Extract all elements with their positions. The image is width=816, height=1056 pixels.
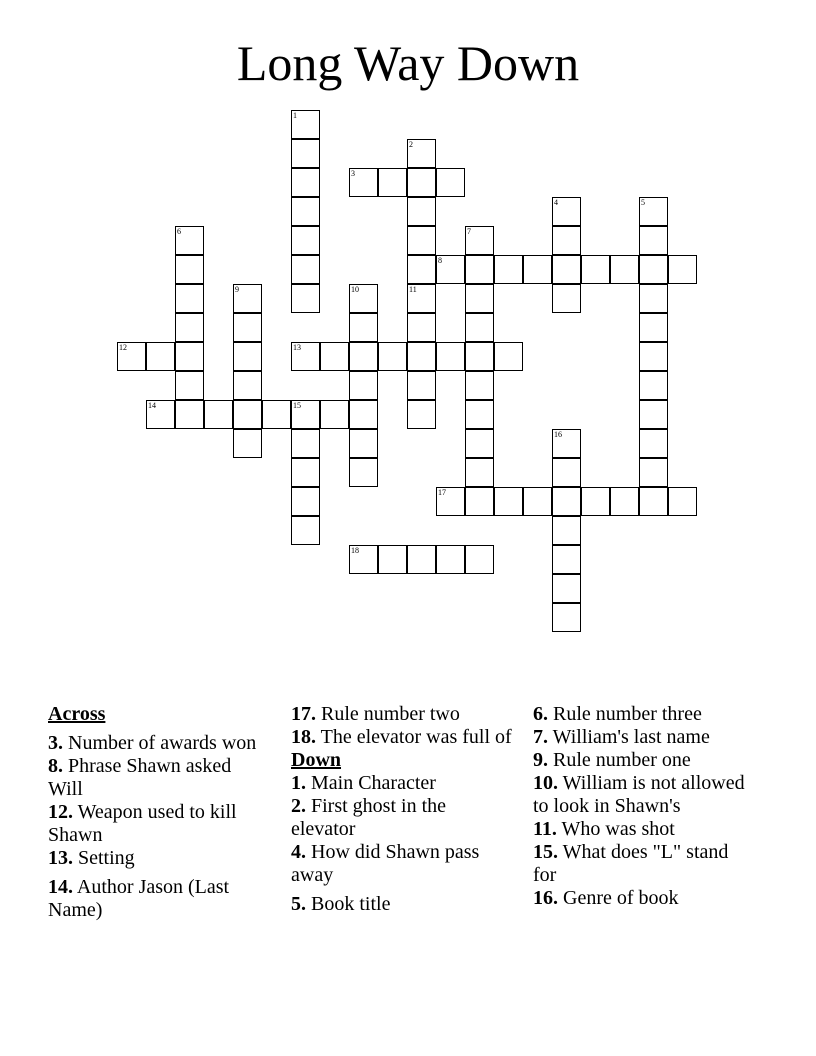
grid-cell[interactable] [291,458,320,487]
grid-cell[interactable] [291,400,320,429]
grid-cell[interactable] [291,226,320,255]
grid-cell[interactable] [639,226,668,255]
grid-cell[interactable] [610,255,639,284]
grid-cell[interactable] [117,342,146,371]
grid-cell[interactable] [291,255,320,284]
grid-cell[interactable] [668,487,697,516]
grid-cell[interactable] [349,400,378,429]
grid-cell[interactable] [407,371,436,400]
grid-cell[interactable] [552,255,581,284]
cell-number: 17 [438,488,446,497]
down-clue-6: 6. Rule number three [533,703,702,725]
grid-cell[interactable] [175,284,204,313]
grid-cell[interactable] [378,545,407,574]
grid-cell[interactable] [552,545,581,574]
grid-cell[interactable] [291,284,320,313]
cell-number: 13 [293,343,301,352]
down-clue-9: 9. Rule number one [533,749,691,771]
grid-cell[interactable] [291,429,320,458]
clue-column-2 [291,703,513,916]
grid-cell[interactable] [175,342,204,371]
grid-cell[interactable] [233,342,262,371]
cell-number: 3 [351,169,355,178]
cell-number: 18 [351,546,359,555]
across-clue-8: 8. Phrase Shawn asked Will [48,755,232,800]
grid-cell[interactable] [291,110,320,139]
grid-cell[interactable] [552,574,581,603]
grid-cell[interactable] [349,342,378,371]
grid-cell[interactable] [407,168,436,197]
grid-cell[interactable] [407,226,436,255]
grid-cell[interactable] [639,197,668,226]
grid-cell[interactable] [465,545,494,574]
grid-cell[interactable] [291,516,320,545]
grid-cell[interactable] [552,487,581,516]
across-clue-17: 17. Rule number two [291,703,460,725]
grid-cell[interactable] [552,429,581,458]
cell-number: 11 [409,285,417,294]
grid-cell[interactable] [175,313,204,342]
across-clue-18: 18. The elevator was full of [291,726,512,748]
grid-cell[interactable] [349,429,378,458]
grid-cell[interactable] [233,429,262,458]
grid-cell[interactable] [552,516,581,545]
grid-cell[interactable] [349,458,378,487]
grid-cell[interactable] [146,342,175,371]
grid-cell[interactable] [175,255,204,284]
grid-cell[interactable] [523,255,552,284]
cell-number: 4 [554,198,558,207]
grid-cell[interactable] [320,400,349,429]
grid-cell[interactable] [436,168,465,197]
grid-cell[interactable] [494,342,523,371]
grid-cell[interactable] [233,371,262,400]
grid-cell[interactable] [494,255,523,284]
grid-cell[interactable] [639,400,668,429]
grid-cell[interactable] [639,371,668,400]
grid-cell[interactable] [175,371,204,400]
grid-cell[interactable] [407,197,436,226]
down-clue-5: 5. Book title [291,893,391,915]
grid-cell[interactable] [465,458,494,487]
grid-cell[interactable] [349,545,378,574]
across-clue-12: 12. Weapon used to kill Shawn [48,801,237,846]
across-heading: Across [48,703,106,725]
grid-cell[interactable] [146,400,175,429]
grid-cell[interactable] [552,458,581,487]
grid-cell[interactable] [639,313,668,342]
grid-cell[interactable] [233,313,262,342]
cell-number: 15 [293,401,301,410]
grid-cell[interactable] [407,255,436,284]
down-clue-16: 16. Genre of book [533,887,679,909]
cell-number: 10 [351,285,359,294]
grid-cell[interactable] [349,284,378,313]
down-clue-10: 10. William is not allowed to look in Shawn's [533,772,745,817]
down-heading: Down [291,749,342,771]
grid-cell[interactable] [291,168,320,197]
grid-cell[interactable] [262,400,291,429]
down-clue-2: 2. First ghost in the elevator [291,795,447,840]
grid-cell[interactable] [407,400,436,429]
grid-cell[interactable] [639,487,668,516]
puzzle-title: Long Way Down [236,35,580,91]
grid-cell[interactable] [291,342,320,371]
across-clue-3: 3. Number of awards won [48,732,257,754]
grid-cell[interactable] [639,458,668,487]
grid-cell[interactable] [465,284,494,313]
grid-cell[interactable] [378,342,407,371]
grid-cell[interactable] [175,400,204,429]
grid-cell[interactable] [349,313,378,342]
grid-cell[interactable] [407,284,436,313]
cell-number: 16 [554,430,562,439]
grid-cell[interactable] [552,197,581,226]
grid-cell[interactable] [407,139,436,168]
grid-cell[interactable] [639,284,668,313]
grid-cell[interactable] [552,603,581,632]
grid-cell[interactable] [407,313,436,342]
down-clue-15: 15. What does "L" stand for [533,841,729,886]
grid-cell[interactable] [465,313,494,342]
grid-cell[interactable] [552,284,581,313]
grid-cell[interactable] [465,255,494,284]
grid-cell[interactable] [581,487,610,516]
cell-number: 8 [438,256,442,265]
grid-cell[interactable] [291,487,320,516]
grid-cell[interactable] [552,226,581,255]
grid-cell[interactable] [639,342,668,371]
grid-cell[interactable] [465,342,494,371]
grid-cell[interactable] [436,545,465,574]
cell-number: 14 [148,401,156,410]
down-clue-4: 4. How did Shawn pass away [291,841,480,886]
down-clue-7: 7. William's last name [533,726,710,748]
grid-cell[interactable] [639,429,668,458]
grid-cell[interactable] [639,255,668,284]
cell-number: 7 [467,227,471,236]
grid-cell[interactable] [465,487,494,516]
grid-cell[interactable] [349,168,378,197]
down-clue-11: 11. Who was shot [533,818,675,840]
grid-cell[interactable] [668,255,697,284]
grid-cell[interactable] [465,371,494,400]
grid-cell[interactable] [233,400,262,429]
cell-number: 9 [235,285,239,294]
grid-cell[interactable] [436,255,465,284]
down-clue-1: 1. Main Character [291,772,436,794]
clue-column-3 [533,703,753,910]
cell-number: 12 [119,343,127,352]
across-clue-13: 13. Setting [48,847,135,869]
clue-column-1 [48,703,268,922]
grid-cell[interactable] [523,487,552,516]
cell-number: 6 [177,227,181,236]
grid-cell[interactable] [291,139,320,168]
grid-cell[interactable] [378,168,407,197]
grid-cell[interactable] [436,342,465,371]
cell-number: 5 [641,198,645,207]
grid-cell[interactable] [465,400,494,429]
grid-cell[interactable] [175,226,204,255]
grid-cell[interactable] [291,197,320,226]
cell-number: 2 [409,140,413,149]
grid-cell[interactable] [407,545,436,574]
grid-cell[interactable] [349,371,378,400]
grid-cell[interactable] [465,226,494,255]
grid-cell[interactable] [436,487,465,516]
grid-cell[interactable] [494,487,523,516]
grid-cell[interactable] [204,400,233,429]
grid-cell[interactable] [610,487,639,516]
grid-cell[interactable] [320,342,349,371]
grid-cell[interactable] [581,255,610,284]
grid-cell[interactable] [465,429,494,458]
grid-cell[interactable] [407,342,436,371]
across-clue-14: 14. Author Jason (Last Name) [48,876,230,921]
grid-cell[interactable] [233,284,262,313]
cell-number: 1 [293,111,297,120]
